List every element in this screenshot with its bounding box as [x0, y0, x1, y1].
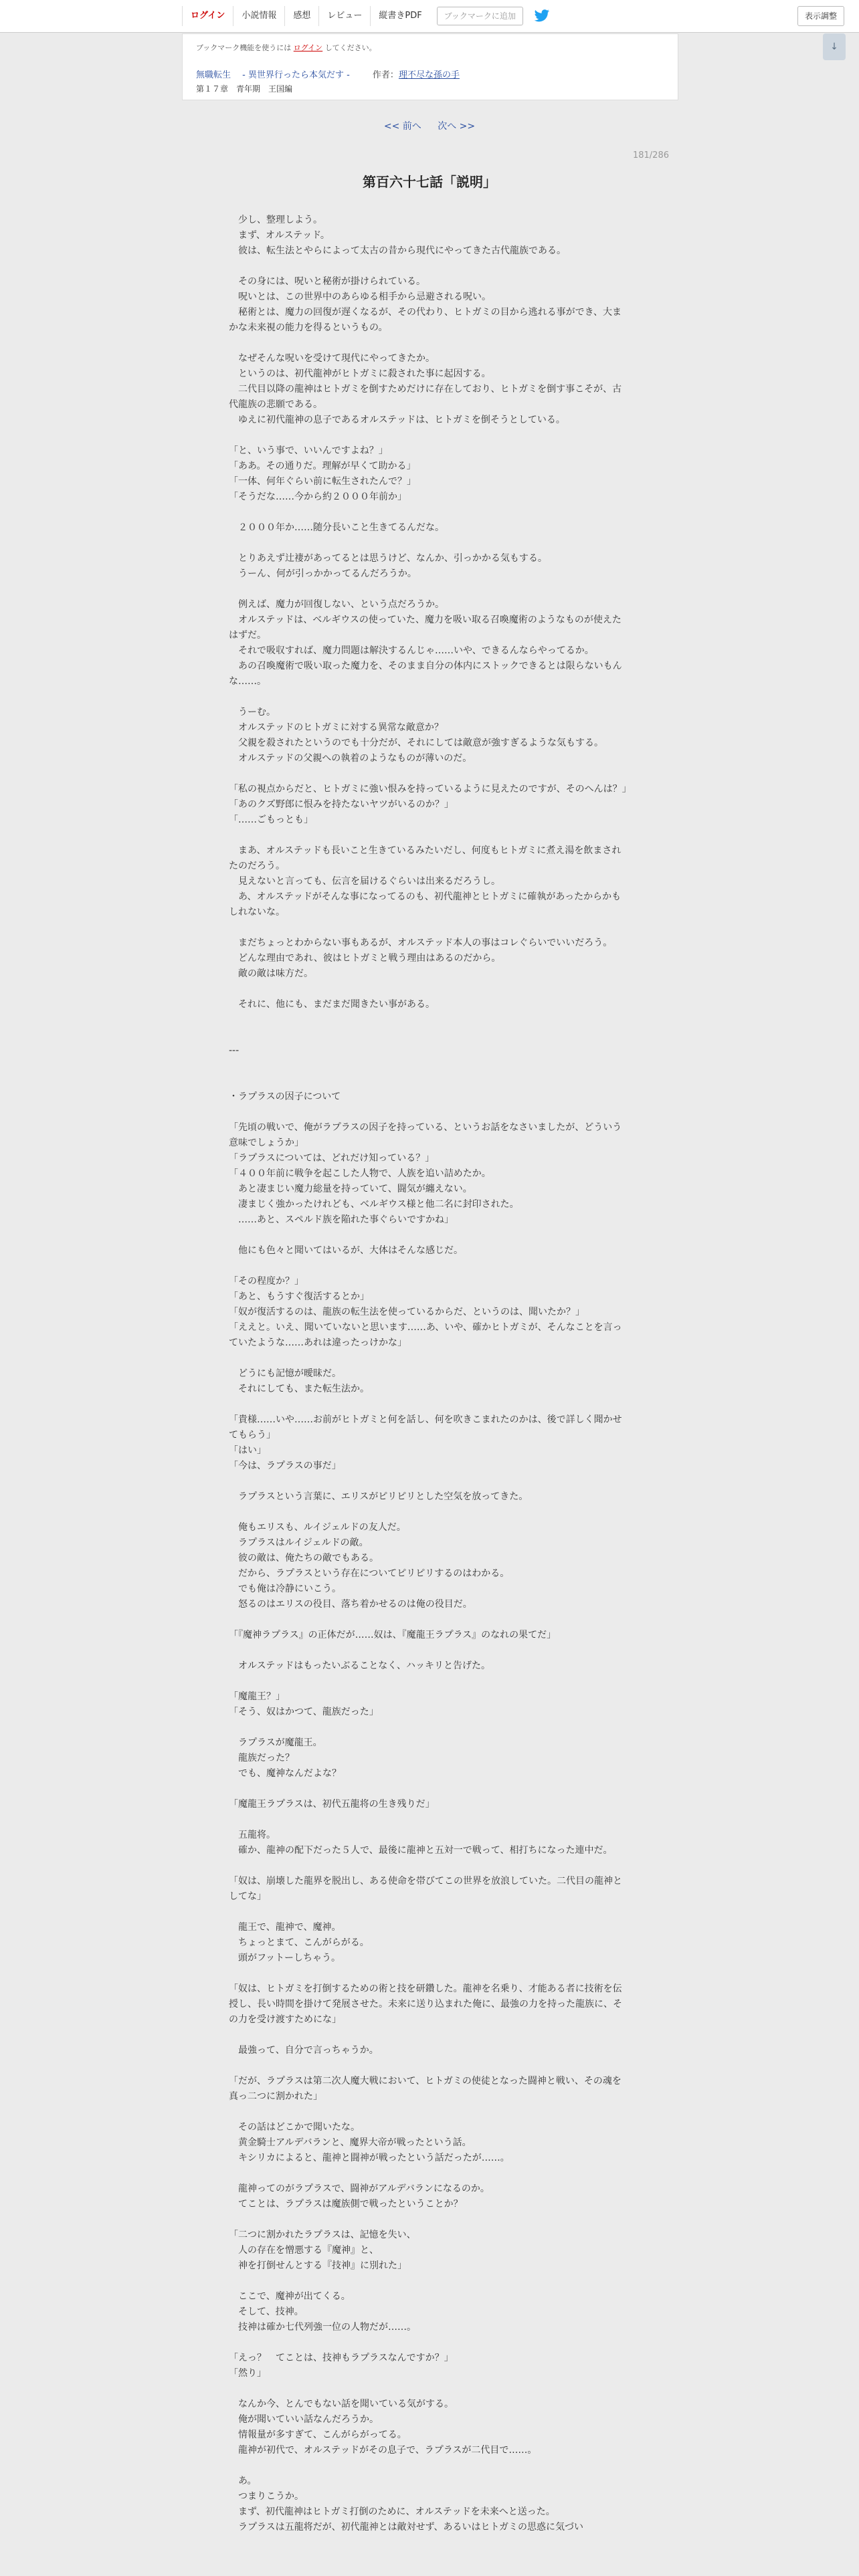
body-line: どんな理由であれ、彼はヒトガミと戦う理由はあるのだから。: [229, 953, 501, 964]
body-line: オルステッドはもったいぶることなく、ハッキリと告げた。: [229, 1660, 491, 1671]
body-line: 「その程度か？」: [229, 1276, 304, 1287]
body-line: とりあえず辻褄があってるとは思うけど、なんか、引っかかる気もする。: [229, 553, 547, 564]
body-line: ２０００年か……随分長いこと生きてるんだな。: [229, 522, 444, 533]
body-line: うーん、何が引っかかってるんだろうか。: [229, 568, 417, 579]
notice-prefix: ブックマーク機能を使うには: [196, 43, 292, 52]
body-line: 他にも色々と聞いてはいるが、大体はそんな感じだ。: [229, 1245, 463, 1256]
body-line: [229, 1259, 630, 1274]
body-line: [229, 1966, 630, 1981]
body-line: ちょっとまて、こんがらがる。: [229, 1937, 369, 1948]
body-line: 凄まじく強かったけれども、ベルギウス様と他二名に封印された。: [229, 1199, 519, 1210]
body-line: オルステッドの父親への執着のようなものが薄いのだ。: [229, 753, 472, 764]
body-line: 神を打倒せんとする『技神』に別れた」: [229, 2260, 407, 2271]
body-line: うーむ。: [229, 707, 276, 718]
body-line: [229, 1612, 630, 1628]
body-line: ---: [229, 1045, 240, 1056]
body-line: ……あと、スペルド族を陥れた事ぐらいですかね」: [229, 1214, 454, 1225]
body-line: ラプラスが魔龍王。: [229, 1737, 322, 1748]
body-line: [229, 2335, 630, 2351]
review-link[interactable]: レビュー: [318, 6, 370, 26]
body-line: 頭がフットーしちゃう。: [229, 1953, 341, 1963]
body-line: [229, 2274, 630, 2289]
body-line: あ。: [229, 2476, 257, 2486]
impression-link[interactable]: 感想: [284, 6, 318, 26]
add-bookmark-button[interactable]: ブックマークに追加: [437, 7, 523, 25]
body-line: オルステッドは、ベルギウスの使っていた、魔力を吸い取る召喚魔術のようなものが使えたはずだ。: [229, 615, 622, 641]
body-line: [229, 2212, 630, 2228]
body-line: 龍神が初代で、オルステッドがその息子で、ラプラスが二代目で……。: [229, 2445, 537, 2456]
body-line: キシリカによると、龍神と闘神が戦ったという話だったが……。: [229, 2153, 510, 2163]
chapter-title: 第百六十七話「説明」: [363, 174, 496, 190]
body-line: オルステッドのヒトガミに対する異常な敵意か？: [229, 722, 444, 733]
body-line: [229, 2166, 630, 2181]
body-line: [229, 1028, 630, 1043]
body-line: [229, 259, 630, 274]
body-line: あ、オルステッドがそんな事になってるのも、初代龍神とヒトガミに確執があったからかもしれないな。: [229, 891, 622, 918]
body-line: 「然り」: [229, 2368, 266, 2379]
body-line: [229, 1905, 630, 1920]
body-line: 人の存在を憎悪する『魔神』と、: [229, 2245, 379, 2256]
novel-info-link[interactable]: 小説情報: [233, 6, 284, 26]
login-button[interactable]: ログイン: [182, 6, 233, 26]
body-line: [229, 1012, 630, 1028]
author-link[interactable]: 理不尽な孫の手: [398, 70, 460, 80]
body-line: 「ああ。その通りだ。理解が早くて助かる」: [229, 461, 416, 471]
body-line: 「と、いう事で、いいんですよね？」: [229, 445, 388, 456]
bookmark-notice: [196, 42, 377, 53]
body-line: [229, 1351, 630, 1366]
body-line: それにしても、また転生法か。: [229, 1384, 369, 1394]
vertical-pdf-link[interactable]: 縦書きPDF: [370, 6, 430, 26]
body-line: そして、技神。: [229, 2306, 304, 2317]
body-line: 二代目以降の龍神はヒトガミを倒すためだけに存在しており、ヒトガミを倒す事こそが、古代龍族の悲願である。: [229, 384, 622, 410]
novel-info-box: [182, 33, 678, 100]
body-line: あの召喚魔術で吸い取った魔力を、そのまま自分の体内にストックできるとは限らないもんな……。: [229, 661, 622, 687]
title-line: [196, 68, 460, 80]
body-line: 「奴は、ヒトガミを打倒するための術と技を研鑽した。龍神を名乗り、才能ある者に技術を伝授し、長い時間を掛けて発展させた。未来に送り込まれた俺に、最強の力を持った龍族に、その力を受け渡すためにな」: [229, 1983, 622, 2025]
body-line: 最強って、自分で言っちゃうか。: [229, 2045, 379, 2056]
body-line: というのは、初代龍神がヒトガミに殺された事に起因する。: [229, 368, 491, 379]
body-line: 「一体、何年ぐらい前に転生されたんで？」: [229, 476, 416, 487]
notice-suffix: してください。: [324, 43, 377, 52]
body-line: [229, 2381, 630, 2397]
body-line: 「奴は、崩壊した龍界を脱出し、ある使命を帯びてこの世界を放浪していた。二代目の龍神としてな」: [229, 1876, 622, 1902]
body-line: あと凄まじい魔力総量を持っていて、闘気が纏えない。: [229, 1184, 472, 1194]
body-line: 「あと、もうすぐ復活するとか」: [229, 1291, 369, 1302]
body-line: [229, 1505, 630, 1520]
body-line: まず、初代龍神はヒトガミ打倒のために、オルステッドを未来へと送った。: [229, 2506, 555, 2517]
scroll-down-button[interactable]: [823, 33, 846, 60]
body-line: [229, 1228, 630, 1243]
body-line: [229, 536, 630, 551]
novel-body: [229, 213, 630, 2535]
body-line: 「魔龍王？」: [229, 1691, 285, 1702]
body-line: 技神は確か七代列強一位の人物だが……。: [229, 2322, 416, 2333]
top-bar: [0, 0, 859, 33]
body-line: 「そうだな……今から約２０００年前か」: [229, 492, 407, 502]
body-line: [229, 428, 630, 443]
body-line: 「はい」: [229, 1445, 266, 1456]
page-counter: 181/286: [632, 150, 669, 160]
body-line: [229, 1074, 630, 1089]
body-line: 龍神ってのがラプラスで、闘神がアルデバランになるのか。: [229, 2183, 490, 2194]
body-line: 「４００年前に戦争を起こした人物で、人族を追い詰めたか。: [229, 1168, 491, 1179]
pager: [0, 119, 859, 132]
body-line: でも俺は冷静にいこう。: [229, 1584, 341, 1594]
body-line: [229, 689, 630, 705]
body-line: 「えっ？ てことは、技神もラプラスなんですか？」: [229, 2353, 454, 2363]
body-line: 黄金騎士アルデバランと、魔界大帝が戦ったという話。: [229, 2137, 472, 2148]
body-line: ラプラスは五龍将だが、初代龍神とは敵対せず、あるいはヒトガミの思惑に気づい: [229, 2522, 584, 2533]
body-line: その話はどこかで聞いたな。: [229, 2122, 360, 2133]
body-line: 「先頃の戦いで、俺がラプラスの因子を持っている、というお話をなさいましたが、どういう意味でしょうか」: [229, 1122, 622, 1148]
body-line: でも、魔神なんだよな？: [229, 1768, 341, 1779]
body-line: [229, 1674, 630, 1689]
body-line: 秘術とは、魔力の回復が遅くなるが、その代わり、ヒトガミの目から逃れる事ができ、大まかな未来視の能力を得るというもの。: [229, 307, 622, 333]
body-line: [229, 828, 630, 843]
body-line: てことは、ラプラスは魔族側で戦ったということか？: [229, 2199, 463, 2210]
body-line: 「二つに割かれたラプラスは、記憶を失い、: [229, 2230, 416, 2240]
body-line: ゆえに初代龍神の息子であるオルステッドは、ヒトガミを倒そうとしている。: [229, 415, 565, 425]
body-line: [229, 2028, 630, 2043]
body-line: それに、他にも、まだまだ聞きたい事がある。: [229, 999, 435, 1010]
body-line: [229, 2458, 630, 2474]
body-line: 五龍将。: [229, 1830, 276, 1840]
body-line: 「『魔神ラプラス』の正体だが……奴は、『魔龍王ラプラス』のなれの果てだ」: [229, 1630, 557, 1640]
body-line: だから、ラプラスという存在についてピリピリするのはわかる。: [229, 1568, 510, 1579]
body-line: 確か、龍神の配下だった５人で、最後に龍神と五対一で戦って、相打ちになった連中だ。: [229, 1845, 613, 1856]
body-line: 「魔龍王ラプラスは、初代五龍将の生き残りだ」: [229, 1799, 435, 1810]
body-line: 彼の敵は、俺たちの敵でもある。: [229, 1553, 379, 1564]
body-line: 彼は、転生法とやらによって太古の昔から現代にやってきた古代龍族である。: [229, 245, 566, 256]
body-line: まず、オルステッド。: [229, 230, 330, 241]
body-line: 怒るのはエリスの役目、落ち着かせるのは俺の役目だ。: [229, 1599, 472, 1610]
body-line: [229, 1643, 630, 1658]
body-line: 「奴が復活するのは、龍族の転生法を使っているからだ、というのは、聞いたか？」: [229, 1307, 585, 1317]
body-line: [229, 1812, 630, 1828]
novel-title-link[interactable]: 無職転生 - 異世界行ったら本気だす -: [196, 70, 350, 80]
body-line: 「だが、ラプラスは第二次人魔大戦において、ヒトガミの使徒となった闘神と戦い、その魂を真っ二つに割かれた」: [229, 2076, 622, 2102]
body-line: [229, 1474, 630, 1489]
notice-login-link[interactable]: ログイン: [293, 43, 323, 52]
body-line: [229, 1782, 630, 1797]
body-line: 「あのクズ野郎に恨みを持たないヤツがいるのか？」: [229, 799, 454, 810]
body-line: [229, 1720, 630, 1735]
body-line: [229, 2058, 630, 2074]
body-line: 「そう、奴はかつて、龍族だった」: [229, 1707, 379, 1717]
body-line: 「貴様……いや……お前がヒトガミと何を話し、何を吹きこまれたのかは、後で詳しく聞かせてもらう」: [229, 1414, 622, 1440]
body-line: 「……ごもっとも」: [229, 815, 313, 825]
body-line: 父親を殺されたというのでも十分だが、それにしては敵意が強すぎるような気もする。: [229, 738, 603, 748]
top-nav: [182, 6, 550, 26]
body-line: [229, 1397, 630, 1412]
body-line: [229, 920, 630, 936]
body-line: ここで、魔神が出てくる。: [229, 2291, 351, 2302]
author-label: 作者：: [372, 70, 399, 80]
body-line: つまりこうか。: [229, 2491, 304, 2502]
body-line: その身には、呪いと秘術が掛けられている。: [229, 276, 425, 287]
body-line: [229, 982, 630, 997]
display-settings-button[interactable]: 表示調整: [797, 6, 844, 26]
chapter-name: 第１７章 青年期 王国編: [196, 84, 293, 94]
body-line: 情報量が多すぎて、こんがらがってる。: [229, 2430, 407, 2440]
body-line: [229, 336, 630, 351]
body-line: 少し、整理しよう。: [229, 215, 322, 225]
next-link[interactable]: 次へ >>: [438, 121, 476, 132]
body-line: ラプラスはルイジェルドの敵。: [229, 1537, 369, 1548]
body-line: どうにも記憶が曖昧だ。: [229, 1368, 341, 1379]
body-line: 「ええと。いえ、聞いていないと思います……あ、いや、確かヒトガミが、そんなことを言っていたような……あれは違ったっけかな」: [229, 1322, 622, 1348]
body-line: ・ラプラスの因子について: [229, 1091, 341, 1102]
body-line: 「今は、ラプラスの事だ」: [229, 1461, 341, 1471]
body-line: [229, 1858, 630, 1874]
body-line: 敵の敵は味方だ。: [229, 968, 313, 979]
body-line: なぜそんな呪いを受けて現代にやってきたか。: [229, 353, 435, 364]
body-line: [229, 1059, 630, 1074]
twitter-bird-icon[interactable]: [534, 9, 550, 23]
prev-link[interactable]: << 前へ: [383, 121, 421, 132]
body-line: 見えないと言っても、伝言を届けるぐらいは出来るだろうし。: [229, 876, 500, 887]
body-line: [229, 2105, 630, 2120]
body-line: [229, 766, 630, 782]
arrow-down-icon: ↓: [830, 41, 838, 52]
body-line: まだちょっとわからない事もあるが、オルステッド本人の事はコレぐらいでいいだろう。: [229, 938, 613, 948]
body-line: それで吸収すれば、魔力問題は解決するんじゃ……いや、できるんならやってるか。: [229, 645, 594, 656]
body-line: 例えば、魔力が回復しない、という点だろうか。: [229, 599, 444, 610]
body-line: [229, 582, 630, 597]
body-line: [229, 505, 630, 520]
body-line: なんか今、とんでもない話を聞いている気がする。: [229, 2399, 454, 2409]
body-line: 「私の視点からだと、ヒトガミに強い恨みを持っているように見えたのですが、そのへんは？」: [229, 784, 632, 794]
body-line: 呪いとは、この世界中のあらゆる相手から忌避される呪い。: [229, 292, 491, 302]
body-line: ラプラスという言葉に、エリスがピリピリとした空気を放ってきた。: [229, 1491, 529, 1502]
body-line: 龍族だった？: [229, 1753, 294, 1763]
body-line: 俺もエリスも、ルイジェルドの友人だ。: [229, 1522, 406, 1533]
body-line: まあ、オルステッドも長いこと生きているみたいだし、何度もヒトガミに煮え湯を飲まされたのだろう。: [229, 845, 622, 871]
body-line: [229, 1105, 630, 1120]
body-line: 龍王で、龍神で、魔神。: [229, 1922, 341, 1933]
body-line: 「ラプラスについては、どれだけ知っている？」: [229, 1153, 435, 1164]
body-line: 俺が聞いていい話なんだろうか。: [229, 2414, 379, 2425]
